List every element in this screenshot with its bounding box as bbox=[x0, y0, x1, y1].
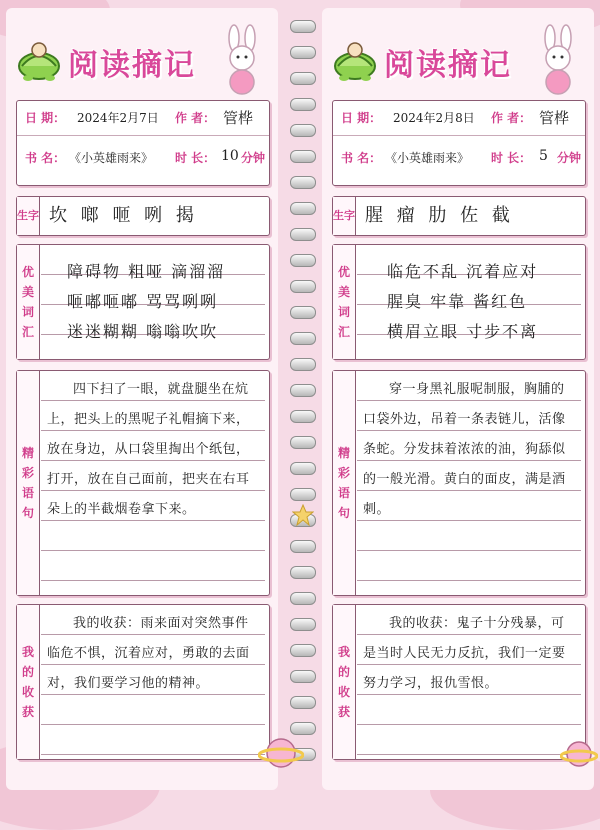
duration-unit: 分钟 bbox=[557, 151, 582, 165]
book-value: 《小英雄雨来》 bbox=[385, 151, 470, 165]
info-row-book bbox=[17, 141, 269, 175]
duration-label: 时 长： bbox=[491, 151, 532, 165]
vocab-line: 障碍物 粗哑 滴溜溜 bbox=[67, 262, 226, 281]
vocab-label bbox=[333, 245, 356, 359]
binding-ring bbox=[290, 670, 316, 683]
book-value: 《小英雄雨来》 bbox=[69, 151, 154, 165]
vocab-line: 腥臭 牢靠 酱红色 bbox=[387, 292, 528, 311]
binding-ring bbox=[290, 644, 316, 657]
words-label: 生字 bbox=[17, 197, 40, 235]
vocab-card bbox=[332, 244, 586, 360]
binding-ring bbox=[290, 332, 316, 345]
info-row-date bbox=[333, 101, 585, 136]
vocab-label-char: 优 bbox=[21, 265, 34, 279]
date-value: 2024年2月8日 bbox=[393, 111, 475, 125]
author-value: 管桦 bbox=[223, 109, 254, 127]
info-card bbox=[16, 100, 270, 186]
words-value: 腥 瘤 肋 佐 截 bbox=[365, 205, 514, 226]
binding-ring bbox=[290, 228, 316, 241]
binding-ring bbox=[290, 618, 316, 631]
vocab-label bbox=[17, 245, 40, 359]
gain-label-char: 的 bbox=[21, 665, 34, 679]
binding-ring bbox=[290, 202, 316, 215]
binding-ring bbox=[290, 98, 316, 111]
binding-ring bbox=[290, 358, 316, 371]
words-label: 生字 bbox=[333, 197, 356, 235]
binding-ring bbox=[290, 566, 316, 579]
gain-label-char: 收 bbox=[337, 685, 350, 699]
words-card bbox=[16, 196, 270, 236]
page-header bbox=[6, 14, 278, 92]
page-title: 阅读摘记 bbox=[384, 48, 512, 83]
date-value: 2024年2月7日 bbox=[77, 111, 159, 125]
author-label: 作 者： bbox=[491, 111, 532, 125]
binding-ring bbox=[290, 462, 316, 475]
turtle-icon bbox=[330, 40, 380, 88]
gain-label-char: 收 bbox=[21, 685, 34, 699]
gain-card bbox=[332, 604, 586, 760]
words-value: 坎 啷 咂 咧 揭 bbox=[49, 205, 198, 226]
sentence-label bbox=[17, 371, 40, 595]
binding-ring bbox=[290, 176, 316, 189]
binding-ring bbox=[290, 306, 316, 319]
duration-value: 5 bbox=[539, 148, 548, 164]
planet-icon bbox=[258, 730, 304, 776]
left-page bbox=[6, 8, 278, 790]
vocab-label-char: 美 bbox=[21, 285, 34, 299]
binding-ring bbox=[290, 46, 316, 59]
gain-label bbox=[333, 605, 356, 759]
sentence-text: 四下扫了一眼，就盘腿坐在炕上，把头上的黑呢子礼帽摘下来，放在身边，从口袋里掏出个纸包，打开，放在自己面前，把夹在右耳朵上的半截烟卷拿下来。 bbox=[47, 382, 250, 517]
vocab-line: 咂嘟咂嘟 骂骂咧咧 bbox=[67, 292, 219, 311]
planet-icon bbox=[560, 734, 598, 774]
sentence-card bbox=[332, 370, 586, 596]
duration-unit: 分钟 bbox=[241, 151, 266, 165]
binding-ring bbox=[290, 384, 316, 397]
sentence-label-char: 彩 bbox=[337, 466, 350, 480]
vocab-line: 临危不乱 沉着应对 bbox=[387, 262, 539, 281]
info-card bbox=[332, 100, 586, 186]
sentence-label-char: 彩 bbox=[21, 466, 34, 480]
sentence-label-char: 句 bbox=[337, 506, 350, 520]
gain-text: 我的收获：雨来面对突然事件临危不惧，沉着应对，勇敢的去面对，我们要学习他的精神。 bbox=[47, 616, 250, 691]
author-label: 作 者： bbox=[175, 111, 216, 125]
vocab-label-char: 汇 bbox=[337, 325, 350, 339]
binding-ring bbox=[290, 540, 316, 553]
vocab-label-char: 汇 bbox=[21, 325, 34, 339]
binding-ring bbox=[290, 20, 316, 33]
book-label: 书 名： bbox=[341, 151, 382, 165]
sentence-text: 穿一身黑礼服呢制服，胸脯的口袋外边，吊着一条表链儿，活像条蛇。分发抹着浓浓的油，狗舔似的一般光滑。黄白的面皮，满是酒刺。 bbox=[363, 382, 566, 517]
binding-ring bbox=[290, 410, 316, 423]
star-icon bbox=[292, 504, 314, 526]
gain-label-char: 我 bbox=[337, 645, 350, 659]
binding-ring bbox=[290, 72, 316, 85]
sentence-label-char: 语 bbox=[337, 486, 350, 500]
duration-label: 时 长： bbox=[175, 151, 216, 165]
date-label: 日 期： bbox=[341, 111, 382, 125]
sentence-label bbox=[333, 371, 356, 595]
vocab-line: 迷迷糊糊 嗡嗡吹吹 bbox=[67, 322, 219, 341]
author-value: 管桦 bbox=[539, 109, 570, 127]
right-page bbox=[322, 8, 594, 790]
gain-label bbox=[17, 605, 40, 759]
binding-ring bbox=[290, 488, 316, 501]
page-header bbox=[322, 14, 594, 92]
spiral-binding bbox=[290, 20, 316, 790]
date-label: 日 期： bbox=[25, 111, 66, 125]
gain-label-char: 的 bbox=[337, 665, 350, 679]
vocab-label-char: 词 bbox=[337, 305, 350, 319]
sentence-label-char: 精 bbox=[21, 446, 34, 460]
info-row-book bbox=[333, 141, 585, 175]
page-title: 阅读摘记 bbox=[68, 48, 196, 83]
sentence-label-char: 精 bbox=[337, 446, 350, 460]
binding-ring bbox=[290, 280, 316, 293]
sentence-label-char: 语 bbox=[21, 486, 34, 500]
sentence-card bbox=[16, 370, 270, 596]
info-row-date bbox=[17, 101, 269, 136]
duration-value: 10 bbox=[221, 148, 239, 164]
gain-card bbox=[16, 604, 270, 760]
sentence-label-char: 句 bbox=[21, 506, 34, 520]
bunny-icon bbox=[534, 24, 582, 96]
gain-label-char: 我 bbox=[21, 645, 34, 659]
words-card bbox=[332, 196, 586, 236]
gain-text: 我的收获：鬼子十分残暴，可是当时人民无力反抗，我们一定要努力学习，报仇雪恨。 bbox=[363, 616, 566, 691]
turtle-icon bbox=[14, 40, 64, 88]
vocab-line: 横眉立眼 寸步不离 bbox=[387, 322, 539, 341]
binding-ring bbox=[290, 592, 316, 605]
book-label: 书 名： bbox=[25, 151, 66, 165]
vocab-label-char: 美 bbox=[337, 285, 350, 299]
binding-ring bbox=[290, 696, 316, 709]
vocab-card bbox=[16, 244, 270, 360]
vocab-label-char: 优 bbox=[337, 265, 350, 279]
binding-ring bbox=[290, 150, 316, 163]
gain-label-char: 获 bbox=[337, 705, 350, 719]
gain-label-char: 获 bbox=[21, 705, 34, 719]
binding-ring bbox=[290, 436, 316, 449]
binding-ring bbox=[290, 254, 316, 267]
bunny-icon bbox=[218, 24, 266, 96]
binding-ring bbox=[290, 124, 316, 137]
vocab-label-char: 词 bbox=[21, 305, 34, 319]
